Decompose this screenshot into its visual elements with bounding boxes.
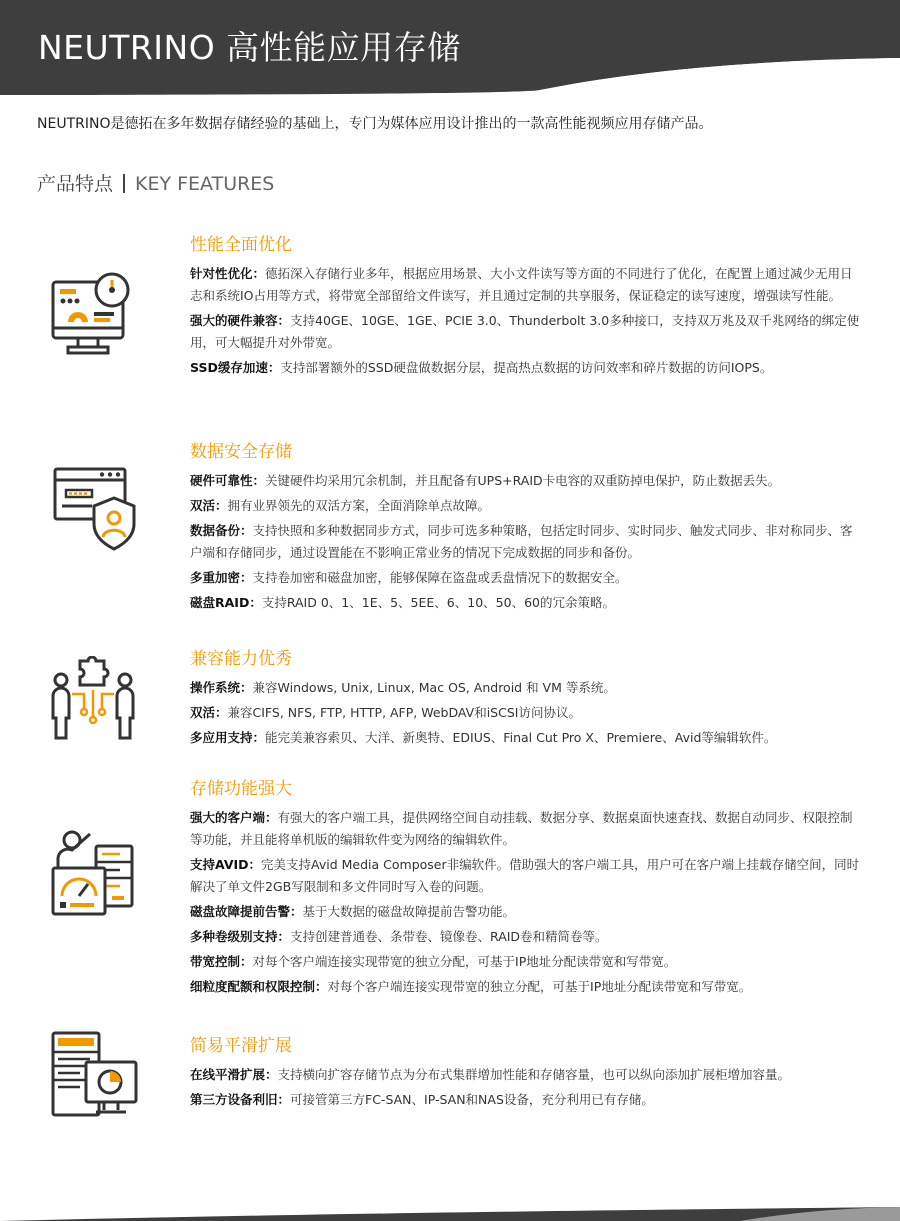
feature-item [190, 310, 865, 354]
item-label: 第三方设备利旧： [190, 1092, 291, 1107]
feature-item [190, 1089, 865, 1111]
section-title: 兼容能力优秀 [190, 649, 292, 669]
item-label: 磁盘故障提前告警： [190, 904, 303, 919]
feature-item [190, 567, 865, 589]
item-text: 支持部署额外的SSD硬盘做数据分层，提高热点数据的访问效率和碎片数据的访问IOPS。 [280, 360, 773, 375]
item-text: 支持卷加密和磁盘加密，能够保障在盗盘或丢盘情况下的数据安全。 [252, 570, 628, 585]
feature-item [190, 357, 865, 379]
item-text: 兼容Windows, Unix, Linux, Mac OS, Android 和 VM 等系统。 [252, 680, 616, 695]
feature-item [190, 951, 865, 973]
item-label: 硬件可靠性： [190, 473, 266, 488]
page-header [0, 0, 900, 95]
item-text: 兼容CIFS, NFS, FTP, HTTP, AFP, WebDAV和iSCSI访问协议。 [227, 705, 581, 720]
section-title: 简易平滑扩展 [190, 1036, 292, 1056]
feature-item [190, 976, 865, 998]
intro-text: NEUTRINO是德拓在多年数据存储经验的基础上，专门为媒体应用设计推出的一款高性能视频应用存储产品。 [37, 116, 713, 132]
item-label: 强大的客户端： [190, 810, 278, 825]
item-label: 磁盘RAID： [190, 595, 262, 610]
item-label: 支持AVID： [190, 857, 262, 872]
item-text: 有强大的客户端工具，提供网络空间自动挂载、数据分享、数据桌面快速查找、数据自动同步、权限控制等功能，并且能将单机版的编辑软件变为网络的编辑软件。 [190, 810, 853, 847]
feature-item [190, 727, 865, 749]
item-text: 支持创建普通卷、条带卷、镜像卷、RAID卷和精简卷等。 [290, 929, 608, 944]
item-text: 支持横向扩容存储节点为分布式集群增加性能和存储容量，也可以纵向添加扩展柜增加容量。 [277, 1067, 791, 1082]
heading-divider [123, 174, 125, 193]
features-heading-cn: 产品特点 [37, 173, 114, 195]
page-title: NEUTRINO 高性能应用存储 [38, 28, 461, 67]
feature-item [190, 926, 865, 948]
section-title: 性能全面优化 [190, 235, 292, 255]
item-label: 多种卷级别支持： [190, 929, 291, 944]
item-label: 针对性优化： [190, 266, 266, 281]
feature-item [190, 470, 865, 492]
feature-section-scaling [190, 1035, 865, 1114]
item-label: SSD缓存加速： [190, 360, 281, 375]
section-title: 数据安全存储 [190, 442, 292, 462]
item-text: 能完美兼容索贝、大洋、新奥特、EDIUS、Final Cut Pro X、Premiere、Avid等编辑软件。 [265, 730, 777, 745]
item-text: 支持40GE、10GE、1GE、PCIE 3.0、Thunderbolt 3.0多种接口，支持双万兆及双千兆网络的绑定使用，可大幅提升对外带宽。 [190, 313, 860, 350]
item-text: 德拓深入存储行业多年，根据应用场景、大小文件读写等方面的不同进行了优化，在配置上通过减少无用日志和系统IO占用等方式，将带宽全部留给文件读写，并且通过定制的共享服务，保证稳定的读写速度，增强读写性能。 [190, 266, 853, 303]
item-label: 操作系统： [190, 680, 253, 695]
item-text: 关键硬件均采用冗余机制，并且配备有UPS+RAID卡电容的双重防掉电保护，防止数据丢失。 [265, 473, 781, 488]
feature-item [190, 677, 865, 699]
item-label: 在线平滑扩展： [190, 1067, 278, 1082]
item-label: 强大的硬件兼容： [190, 313, 291, 328]
feature-item [190, 807, 865, 851]
item-text: 可接管第三方FC-SAN、IP-SAN和NAS设备，充分利用已有存储。 [290, 1092, 654, 1107]
item-text: 拥有业界领先的双活方案，全面消除单点故障。 [227, 498, 491, 513]
item-label: 多重加密： [190, 570, 253, 585]
features-heading [37, 169, 274, 196]
item-text: 对每个客户端连接实现带宽的独立分配，可基于IP地址分配读带宽和写带宽。 [252, 954, 677, 969]
feature-section-performance [190, 234, 865, 382]
people-puzzle-icon [50, 656, 136, 744]
item-text: 对每个客户端连接实现带宽的独立分配，可基于IP地址分配读带宽和写带宽。 [327, 979, 752, 994]
item-label: 双活： [190, 498, 228, 513]
footer-bar [0, 1205, 900, 1221]
feature-item [190, 592, 865, 614]
monitor-gauge-icon [50, 270, 136, 358]
item-text: 支持RAID 0、1、1E、5、5EE、6、10、50、60的冗余策略。 [261, 595, 615, 610]
presenter-server-icon [50, 826, 140, 918]
feature-item [190, 702, 865, 724]
item-text: 基于大数据的磁盘故障提前告警功能。 [302, 904, 516, 919]
item-text: 完美支持Avid Media Composer非编软件。借助强大的客户端工具，用户可在客户端上挂载存储空间，同时解决了单文件2GB写限制和多文件同时写入卷的问题。 [190, 857, 860, 894]
section-title: 存储功能强大 [190, 779, 292, 799]
feature-item [190, 1064, 865, 1086]
feature-item [190, 854, 865, 898]
feature-section-functions [190, 778, 865, 1001]
item-label: 数据备份： [190, 523, 253, 538]
item-label: 多应用支持： [190, 730, 266, 745]
shield-user-icon [52, 466, 138, 554]
feature-section-security [190, 441, 865, 617]
feature-item [190, 901, 865, 923]
item-label: 细粒度配额和权限控制： [190, 979, 328, 994]
item-label: 带宽控制： [190, 954, 253, 969]
feature-section-compatibility [190, 648, 865, 752]
item-text: 支持快照和多种数据同步方式，同步可选多种策略，包括定时同步、实时同步、触发式同步、非对称同步、客户端和存储同步，通过设置能在不影响正常业务的情况下完成数据的同步和备份。 [190, 523, 853, 560]
features-heading-en: KEY FEATURES [135, 173, 275, 195]
server-chart-icon [50, 1030, 140, 1120]
feature-item [190, 520, 865, 564]
feature-item [190, 495, 865, 517]
item-label: 双活： [190, 705, 228, 720]
feature-item [190, 263, 865, 307]
